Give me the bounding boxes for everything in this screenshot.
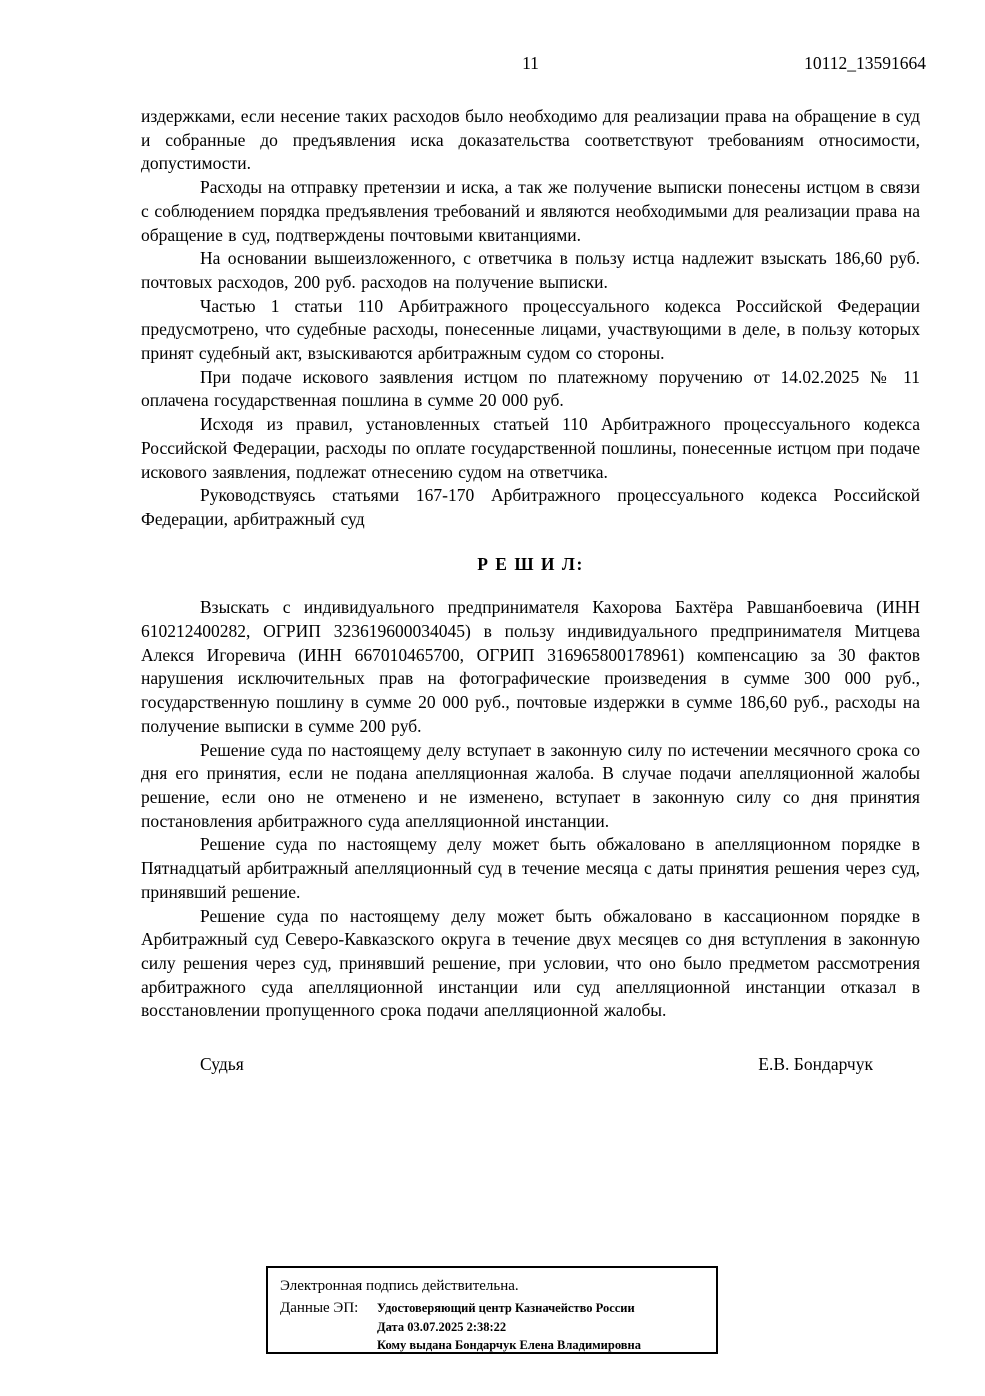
stamp-data-label: Данные ЭП:: [280, 1300, 359, 1316]
page-number: 11: [522, 53, 539, 73]
document-number: 10112_13591664: [804, 53, 926, 73]
paragraph-costs-continuation: издержками, если несение таких расходов было необходимо для реализации права на обращение в суд и собранные до предъявления иска доказательства соответствуют требованиям относимости, допустимости.: [141, 106, 920, 174]
paragraph-recovery-basis: На основании вышеизложенного, с ответчика в пользу истца надлежит взыскать 186,60 руб. почтовых расходов, 200 руб. расходов на получение выписки.: [141, 248, 920, 292]
signature-role: Судья: [200, 1054, 244, 1075]
paragraph-cassation-procedure: Решение суда по настоящему делу может быть обжаловано в кассационном порядке в Арбитражный суд Северо-Кавказского округа в течение двух месяцев со дня вступления в законную силу решения через суд, принявший решение, при условии, что оно было предметом рассмотрения арбитражного суда апелляционной инстанции или суд апелляционной инстанции отказал в восстановлении пропущенного срока подачи апелляционной жалобы.: [141, 905, 920, 1021]
paragraph-guided-by-articles: Руководствуясь статьями 167-170 Арбитражного процессуального кодекса Российской Федерации, арбитражный суд: [141, 485, 920, 529]
page-header: [141, 52, 926, 74]
paragraph-postal-expenses: Расходы на отправку претензии и иска, а так же получение выписки понесены истцом в связи с соблюдением порядка предъявления требований и являются необходимыми для реализации права на обращение в суд, подтверждены почтовыми квитанциями.: [141, 177, 920, 245]
paragraph-recovery-order: Взыскать с индивидуального предпринимателя Кахорова Бахтёра Равшанбоевича (ИНН 610212400282, ОГРИП 323619600034045) в пользу индивидуального предпринимателя Митцева Алекся Игоревича (ИНН 667010465700, ОГРИП 316965800178961) компенсацию за 30 фактов нарушения исключительных прав на фотографические произведения в сумме 300 000 руб., государственную пошлину в сумме 20 000 руб., почтовые издержки в сумме 186,60 руб., расходы на получение выписки в сумме 200 руб.: [141, 597, 920, 736]
stamp-details: [377, 1299, 641, 1355]
stamp-date: Дата 03.07.2025 2:38:22: [377, 1319, 507, 1334]
signature-name: Е.В. Бондарчук: [758, 1054, 873, 1075]
electronic-signature-stamp: [266, 1266, 718, 1354]
stamp-details-row: [280, 1299, 708, 1355]
paragraph-article-110-part-1: Частью 1 статьи 110 Арбитражного процессуального кодекса Российской Федерации предусмотрено, что судебные расходы, понесенные лицами, участвующими в деле, в пользу которых принят судебный акт, взыскиваются арбитражным судом со стороны.: [141, 295, 920, 364]
paragraph-appeal-procedure: Решение суда по настоящему делу может быть обжаловано в апелляционном порядке в Пятнадцатый арбитражный апелляционный суд в течение месяца с даты принятия решения через суд, принявший решение.: [141, 834, 920, 902]
resolution-heading: Р Е Ш И Л:: [477, 553, 584, 574]
paragraph-state-duty-payment: При подаче искового заявления истцом по платежному поручению от 14.02.2025 № 11 оплачена государственная пошлина в сумме 20 000 руб.: [141, 366, 920, 411]
stamp-issued-to: Кому выдана Бондарчук Елена Владимировна: [377, 1338, 641, 1352]
stamp-certification-center: Удостоверяющий центр Казначейство России: [377, 1301, 635, 1315]
stamp-validity-text: Электронная подпись действительна.: [280, 1278, 519, 1294]
signature-row: [141, 1053, 920, 1077]
document-body: [141, 105, 920, 1077]
paragraph-entry-into-force: Решение суда по настоящему делу вступает в законную силу по истечении месячного срока со дня его принятия, если не подана апелляционная жалоба. В случае подачи апелляционной жалобы решение, если оно не отменено и не изменено, вступает в законную силу со дня принятия постановления арбитражного суда апелляционной инстанции.: [141, 739, 920, 831]
paragraph-duty-allocation: Исходя из правил, установленных статьей 110 Арбитражного процессуального кодекса Российской Федерации, расходы по оплате государственной пошлины, понесенные истцом при подаче искового заявления, подлежат отнесению судом на ответчика.: [141, 414, 920, 482]
